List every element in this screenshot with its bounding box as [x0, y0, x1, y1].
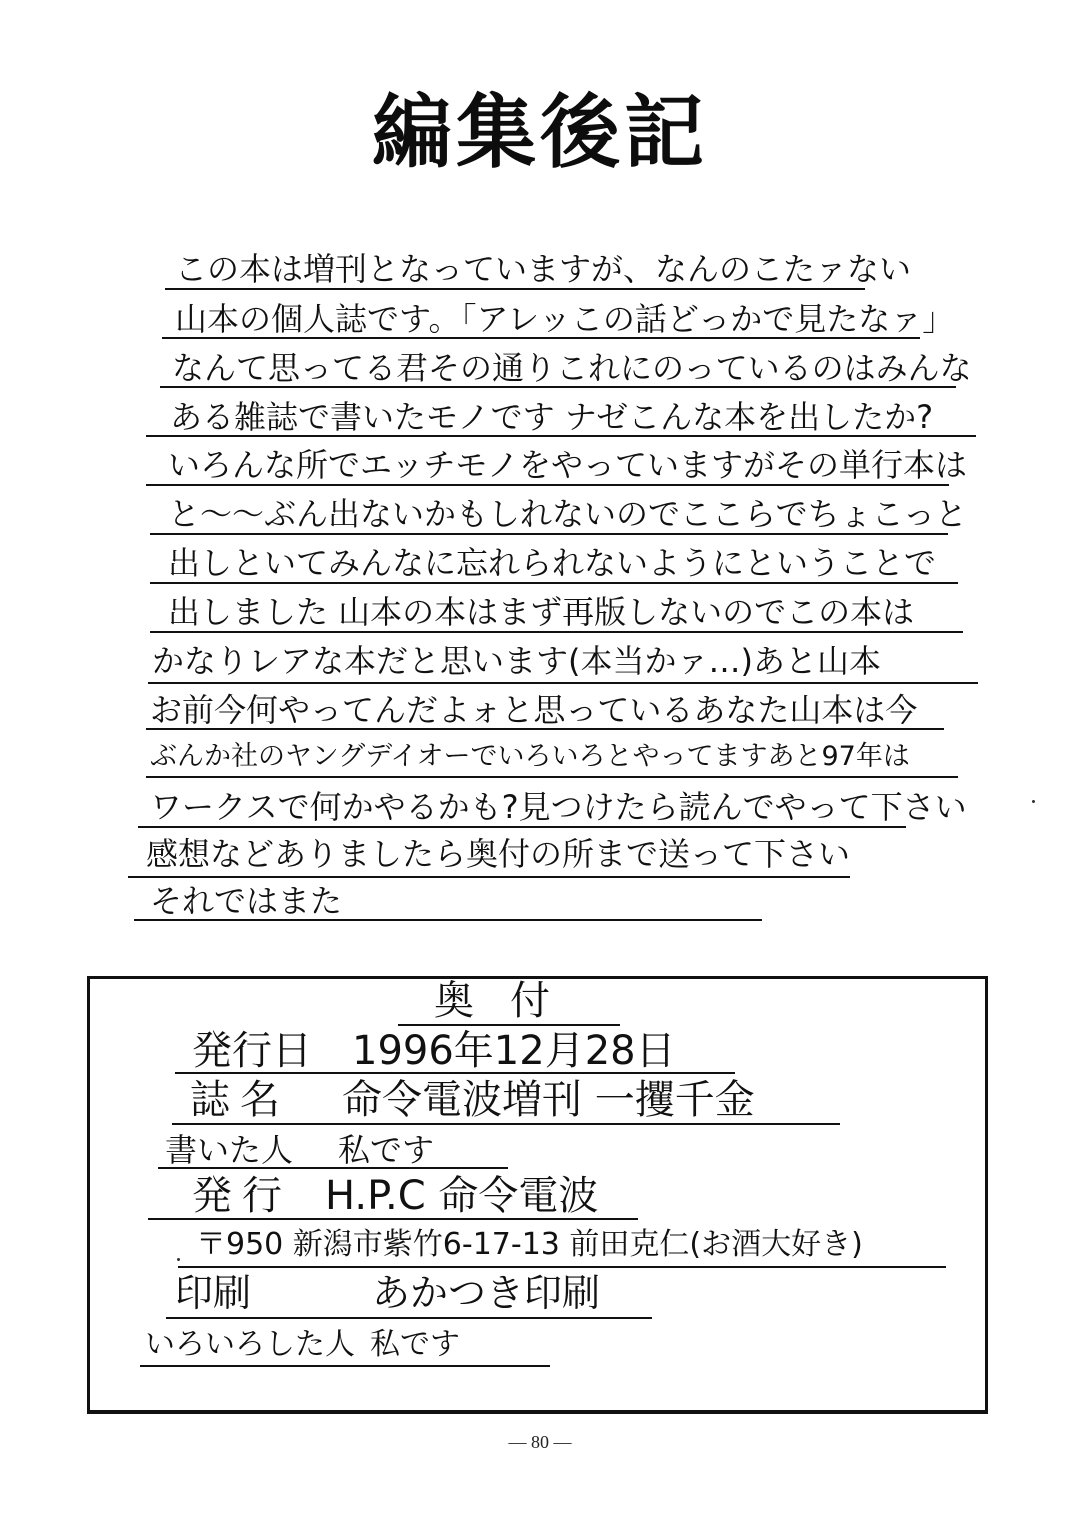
line-rule	[162, 337, 920, 339]
colophon-title-rule	[398, 1024, 620, 1026]
field-rule	[175, 1072, 735, 1074]
afterword-line: ぶんか社のヤングデイオーでいろいろとやってますあと97年は	[150, 741, 910, 772]
line-rule	[160, 386, 956, 388]
line-rule	[148, 682, 978, 684]
misc-label: いろいろした人	[145, 1327, 355, 1362]
field-rule	[166, 1317, 652, 1319]
afterword-line: なんて思ってる君その通りこれにのっているのはみんな	[172, 349, 972, 387]
misc-value: 私です	[370, 1327, 460, 1362]
field-rule	[178, 1266, 946, 1268]
issue-date-label: 発行日	[192, 1028, 312, 1074]
line-rule	[146, 484, 949, 486]
page-number: — 80 —	[508, 1432, 572, 1452]
publisher-value: H.P.C 命令電波	[325, 1173, 599, 1219]
line-rule	[146, 728, 944, 730]
printer-label: 印刷	[175, 1271, 252, 1315]
afterword-line: お前今何やってんだよォと思っているあなた山本は今	[150, 691, 918, 729]
field-rule	[148, 1218, 638, 1220]
line-rule	[150, 631, 963, 633]
field-rule	[140, 1365, 550, 1367]
publisher-label: 発行	[192, 1173, 292, 1219]
speck	[1032, 800, 1035, 803]
afterword-line: と〜〜ぶん出ないかもしれないのでここらでちょこっと	[168, 495, 968, 533]
line-rule	[146, 435, 976, 437]
issue-date-value: 1996年12月28日	[352, 1028, 676, 1074]
line-rule	[134, 919, 762, 921]
page-title: 編集後記	[372, 85, 708, 179]
publication-name-value: 命令電波増刊 一攫千金	[342, 1077, 755, 1123]
field-rule	[158, 1167, 508, 1169]
afterword-line: 山本の個人誌です。「アレッこの話どっかで見たなァ」	[175, 300, 955, 338]
line-rule	[165, 288, 865, 290]
afterword-line: それではまた	[150, 882, 343, 920]
afterword-line: 感想などありましたら奥付の所まで送って下さい	[146, 835, 851, 873]
printer-value: あかつき印刷	[372, 1271, 601, 1315]
afterword-line: かなりレアな本だと思います(本当かァ…)あと山本	[152, 642, 881, 680]
afterword-line: 出しといてみんなに忘れられないようにということで	[168, 544, 937, 582]
line-rule	[128, 876, 850, 878]
line-rule	[138, 826, 906, 828]
afterword-line: この本は増刊となっていますが、なんのこたァない	[175, 250, 912, 288]
line-rule	[150, 582, 958, 584]
publication-name-label: 誌名	[190, 1077, 290, 1123]
colophon-title: 奥付	[434, 978, 586, 1024]
author-value: 私です	[338, 1131, 435, 1169]
line-rule	[146, 776, 958, 778]
author-label: 書いた人	[165, 1131, 294, 1169]
line-rule	[150, 533, 948, 535]
publisher-address: 〒950 新潟市紫竹6-17-13 前田克仁(お酒大好き)	[196, 1227, 863, 1262]
speck	[177, 1258, 180, 1261]
afterword-line: いろんな所でエッチモノをやっていますがその単行本は	[168, 446, 968, 484]
afterword-line: 出しました 山本の本はまず再版しないのでこの本は	[168, 593, 915, 631]
afterword-line: ワークスで何かやるかも?見つけたら読んでやって下さい	[150, 788, 967, 826]
afterword-line: ある雑誌で書いたモノです ナゼこんな本を出したか?	[170, 398, 934, 436]
field-rule	[172, 1123, 840, 1125]
